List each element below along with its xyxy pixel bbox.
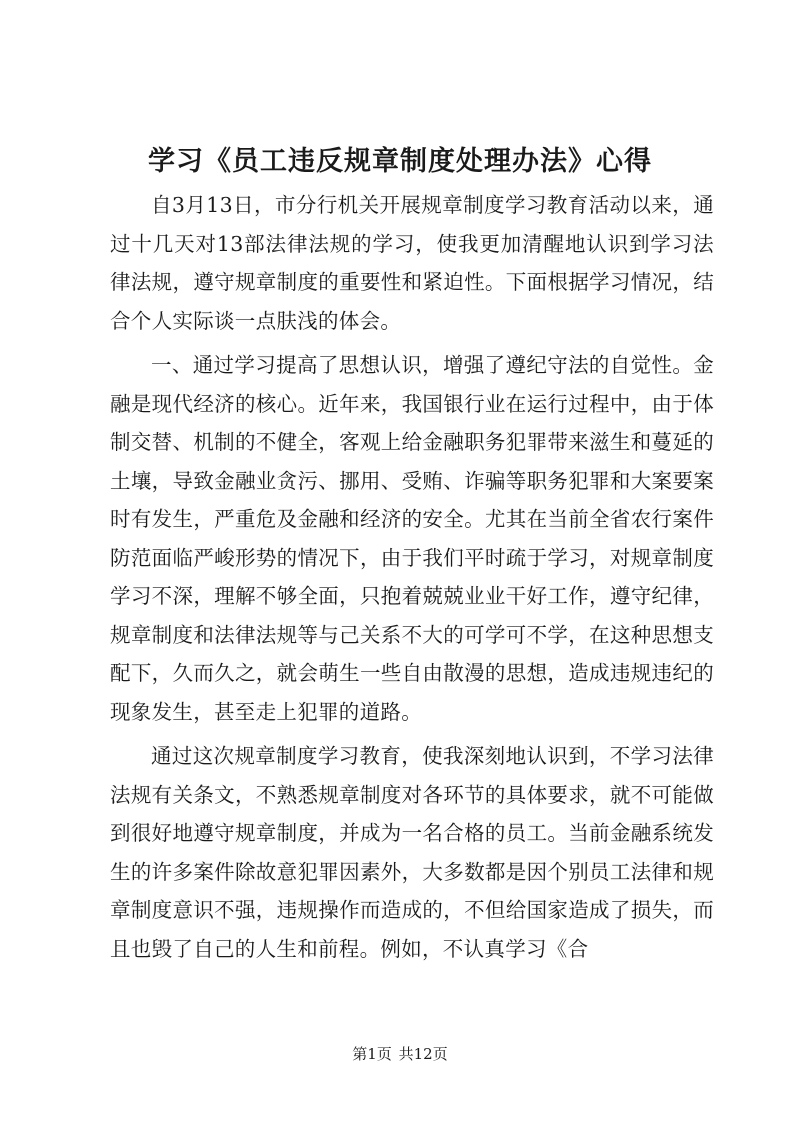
- page-number: 第1页: [352, 1045, 392, 1063]
- paragraph-3: 通过这次规章制度学习教育，使我深刻地认识到，不学习法律法规有关条文，不熟悉规章制度对各环节的具体要求，就不可能做到很好地遵守规章制度，并成为一名合格的员工。当前金融系统发生的许多案件除故意犯罪因素外，大多数都是因个别员工法律和规章制度意识不强，违规操作而造成的，不但给国家造成了损失，而且也毁了自己的人生和前程。例如，不认真学习《合: [110, 744, 714, 961]
- paragraph-1: 自3月13日，市分行机关开展规章制度学习教育活动以来，通过十几天对13部法律法规的学习，使我更加清醒地认识到学习法律法规，遵守规章制度的重要性和紧迫性。下面根据学习情况，结合个人实际谈一点肤浅的体会。: [110, 193, 714, 333]
- page-footer: [0, 1044, 800, 1064]
- document-title: 学习《员工违反规章制度处理办法》心得: [148, 146, 652, 177]
- paragraph-2: 一、通过学习提高了思想认识，增强了遵纪守法的自觉性。金融是现代经济的核心。近年来，我国银行业在运行过程中，由于体制交替、机制的不健全，客观上给金融职务犯罪带来滋生和蔓延的土壤，导致金融业贪污、挪用、受贿、诈骗等职务犯罪和大案要案时有发生，严重危及金融和经济的安全。尤其在当前全省农行案件防范面临严峻形势的情况下，由于我们平时疏于学习，对规章制度学习不深，理解不够全面，只抱着兢兢业业干好工作，遵守纪律，规章制度和法律法规等与己关系不大的可学可不学，在这种思想支配下，久而久之，就会萌生一些自由散漫的思想，造成违规违纪的现象发生，甚至走上犯罪的道路。: [110, 353, 714, 724]
- document-body: [110, 186, 714, 974]
- page-total: 共12页: [398, 1045, 448, 1063]
